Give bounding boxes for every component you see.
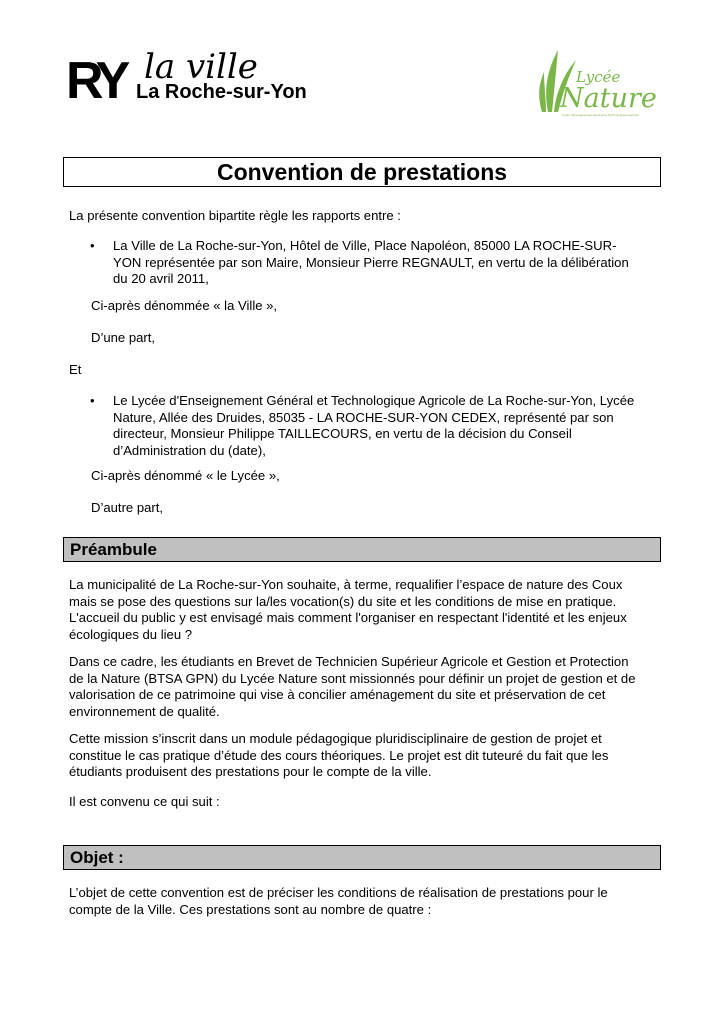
party1-part: D’une part, xyxy=(91,330,156,345)
intro-text: La présente convention bipartite règle les rapports entre : xyxy=(69,208,401,223)
preambule-paragraph-4: Il est convenu ce qui suit : xyxy=(69,794,220,809)
paragraph-line: Dans ce cadre, les étudiants en Brevet de Technicien Supérieur Agricole et Gestion et Protection xyxy=(69,654,629,669)
party2-designation: Ci-après dénommé « le Lycée », xyxy=(91,468,280,483)
logo-ville-text: la ville xyxy=(144,47,258,87)
party2-line: d’Administration du (date), xyxy=(113,442,266,458)
party1-line: du 20 avril 2011, xyxy=(113,271,209,287)
paragraph-line: mais se pose des questions sur la/les vocation(s) du site et les conditions de mise en pratique. xyxy=(69,593,617,609)
party2-part: D’autre part, xyxy=(91,500,164,515)
paragraph-line: étudiants produisent des prestations pour le compte de la ville. xyxy=(69,764,432,780)
paragraph-line: Cette mission s’inscrit dans un module pédagogique pluridisciplinaire de gestion de projet et xyxy=(69,731,602,746)
paragraph-line: environnement de qualité. xyxy=(69,703,220,719)
preambule-heading: Préambule xyxy=(63,537,661,562)
ville-la-roche-sur-yon-logo xyxy=(66,42,306,122)
logo-city-name: La Roche-sur-Yon xyxy=(136,81,306,103)
bullet-marker: • xyxy=(90,238,95,253)
logo-monogram: RY xyxy=(66,52,125,110)
objet-heading: Objet : xyxy=(63,845,661,870)
paragraph-line: valorisation de ce patrimoine qui vise à concilier aménagement du site et préservation de cet xyxy=(69,687,606,703)
preambule-paragraph-3 xyxy=(69,731,656,781)
preambule-paragraph-2 xyxy=(69,654,656,720)
paragraph-line: L’objet de cette convention est de préciser les conditions de réalisation de prestations pour le xyxy=(69,885,608,900)
document-title: Convention de prestations xyxy=(63,157,661,187)
party2-line: Le Lycée d'Enseignement Général et Technologique Agricole de La Roche-sur-Yon, Lycée xyxy=(113,393,635,408)
party1-line: La Ville de La Roche-sur-Yon, Hôtel de Ville, Place Napoléon, 85000 LA ROCHE-SUR- xyxy=(113,238,617,253)
et-text: Et xyxy=(69,362,82,377)
party2-line: Nature, Allée des Druides, 85035 - LA ROCHE-SUR-YON CEDEX, représenté par son xyxy=(113,409,614,425)
paragraph-line: La municipalité de La Roche-sur-Yon souhaite, à terme, requalifier l’espace de nature des Coux xyxy=(69,577,623,592)
paragraph-line: de la Nature (BTSA GPN) du Lycée Nature sont missionnés pour définir un projet de gestion et de xyxy=(69,670,636,686)
lycee-nature-logo xyxy=(536,42,661,124)
preambule-paragraph-1 xyxy=(69,577,656,643)
party1-designation: Ci-après dénommée « la Ville », xyxy=(91,298,278,313)
bullet-marker: • xyxy=(90,393,95,408)
logo-nature-text: Nature xyxy=(560,83,657,114)
party1-description xyxy=(113,238,656,288)
party2-line: directeur, Monsieur Philippe TAILLECOURS, en vertu de la décision du Conseil xyxy=(113,426,572,442)
party2-description xyxy=(113,393,656,459)
logo-tagline: Lycée d'Enseignement Général et Technologique Agricole xyxy=(562,113,639,117)
paragraph-line: constitue le cas pratique d’étude des cours théoriques. Le projet est dit tuteuré du fait que les xyxy=(69,747,609,763)
paragraph-line: compte de la Ville. Ces prestations sont au nombre de quatre : xyxy=(69,901,432,917)
party1-line: YON représentée par son Maire, Monsieur Pierre REGNAULT, en vertu de la délibération xyxy=(113,254,629,270)
objet-paragraph-1 xyxy=(69,885,656,918)
paragraph-line: écologiques du lieu ? xyxy=(69,626,193,642)
logo-lycee-text: Lycée xyxy=(576,68,621,86)
paragraph-line: L'accueil du public y est envisagé mais comment l'organiser en respectant l'identité et les enjeux xyxy=(69,610,627,626)
